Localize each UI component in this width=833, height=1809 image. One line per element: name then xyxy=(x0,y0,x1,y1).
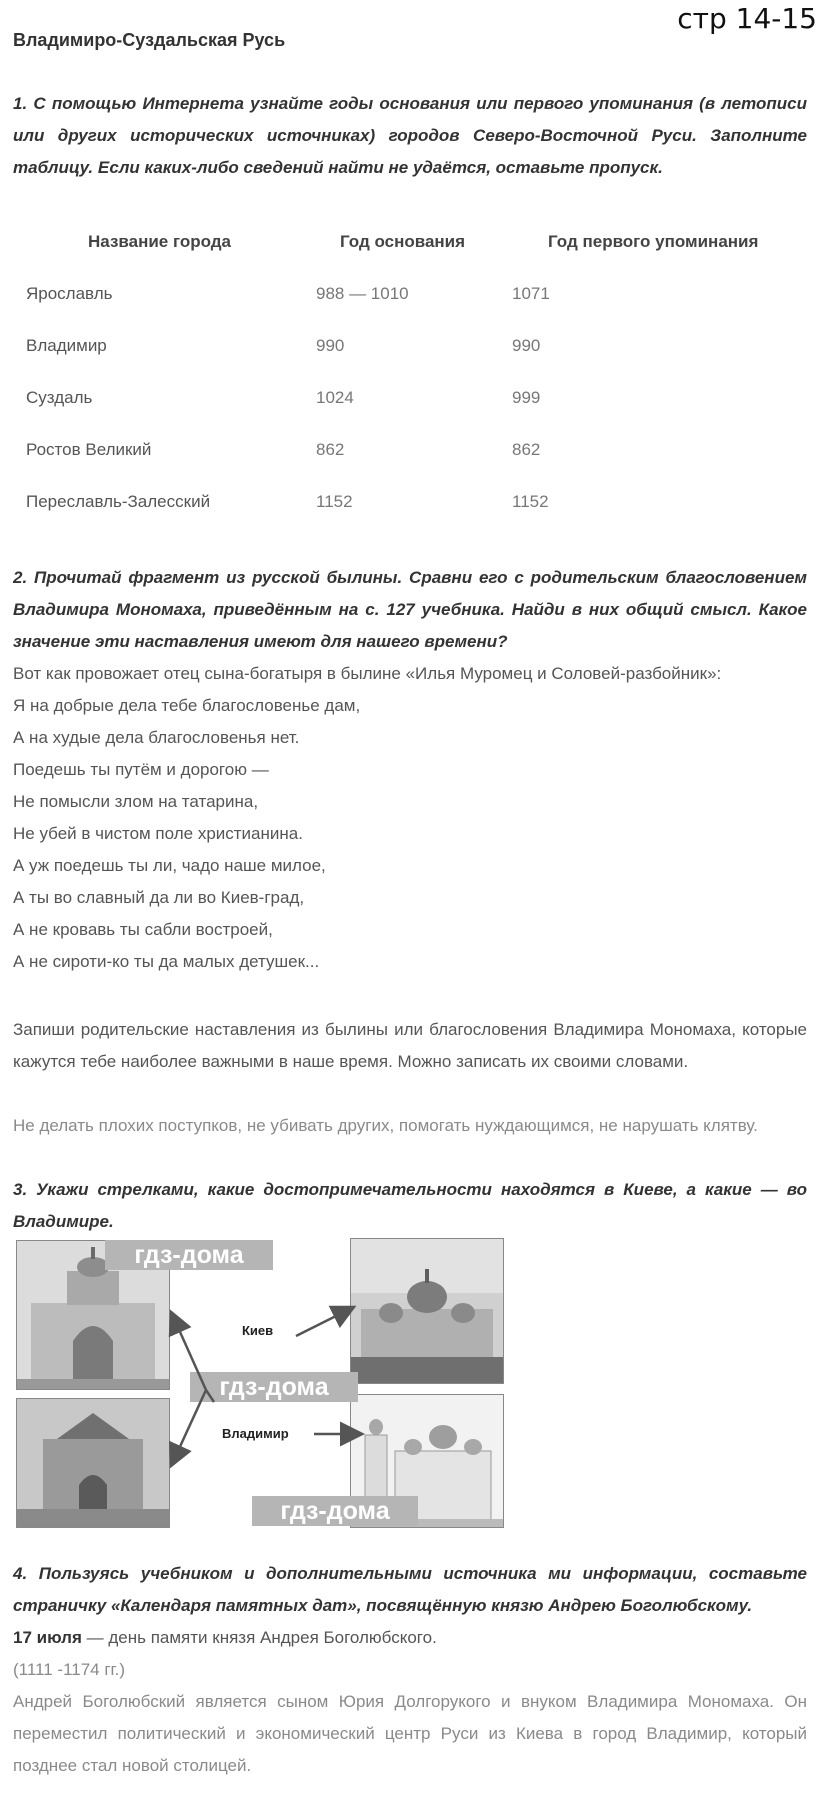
table-cell-first-mention: 1071 xyxy=(512,284,550,303)
watermark: гдз-дома xyxy=(105,1240,273,1270)
table-cell-first-mention: 990 xyxy=(512,336,541,355)
table-cell-first-mention: 1152 xyxy=(512,492,549,511)
table-cell-first-mention: 862 xyxy=(512,440,541,459)
life-years: (1111 -1174 гг.) xyxy=(13,1660,126,1679)
bylina-intro: Вот как провожает отец сына-богатыря в былине «Илья Муромец и Соловей-разбойник»: xyxy=(13,664,722,683)
task1-question: 1. С помощью Интернета узнайте годы основания или первого упоминания (в летописи или других исторических источниках) городов Северо-Восточной Руси. Заполните таблицу. Если каких-либо сведений найти не удаётся, оставьте пропуск. xyxy=(13,94,807,177)
label-kiev: Киев xyxy=(242,1323,274,1338)
task4-question: 4. Пользуясь учебником и дополнительными источника ми информации, составьте страничку «Календаря памятных дат», посвящённую князю Андрею Боголюбскому. xyxy=(13,1564,807,1615)
table-cell-founded: 1024 xyxy=(316,388,354,407)
memorial-date-day: 17 июля xyxy=(13,1628,82,1647)
table-cell-first-mention: 999 xyxy=(512,388,541,407)
task3-question: 3. Укажи стрелками, какие достопримечательности находятся в Киеве, а какие — во Владимире. xyxy=(13,1180,807,1231)
page-number: стр 14-15 xyxy=(677,2,817,35)
poem-line: А на худые дела благословенья нет. xyxy=(13,728,300,747)
table-header-city: Название города xyxy=(88,232,231,251)
poem-line: А не сироти-ко ты да малых детушек... xyxy=(13,952,320,971)
memorial-date-text: — день памяти князя Андрея Боголюбского. xyxy=(81,1628,437,1647)
table-header-first-mention: Год первого упоминания xyxy=(548,232,759,251)
table-cell-city: Владимир xyxy=(26,336,107,355)
watermark: гдз-дома xyxy=(190,1372,358,1402)
task2-question: 2. Прочитай фрагмент из русской былины. Сравни его с родительским благословением Владимира Мономаха, приведённым на с. 127 учебника. Найди в них общий смысл. Какое значение эти наставления имеют для нашего времени? xyxy=(13,568,807,651)
table-cell-city: Суздаль xyxy=(26,388,93,407)
table-cell-founded: 988 — 1010 xyxy=(316,284,409,303)
watermark: гдз-дома xyxy=(252,1496,418,1526)
table-cell-founded: 990 xyxy=(316,336,345,355)
poem xyxy=(13,690,807,978)
table-cell-city: Переславль-Залесский xyxy=(26,492,211,511)
page-title: Владимиро-Суздальская Русь xyxy=(13,30,286,50)
label-vladimir: Владимир xyxy=(222,1426,289,1441)
poem-line: А не кровавь ты сабли востроей, xyxy=(13,920,273,939)
poem-line: Поедешь ты путём и дорогою — xyxy=(13,760,269,779)
memorial-date xyxy=(13,1622,807,1654)
table-cell-founded: 862 xyxy=(316,440,345,459)
arrows xyxy=(0,1230,520,1540)
bio: Андрей Боголюбский является сыном Юрия Долгорукого и внуком Владимира Мономаха. Он переместил политический и экономический центр Руси из Киева в город Владимир, который позднее стал новой столицей. xyxy=(13,1692,807,1775)
poem-line: А уж поедешь ты ли, чадо наше милое, xyxy=(13,856,326,875)
table-cell-city: Ростов Великий xyxy=(26,440,152,459)
poem-line: Не помысли злом на татарина, xyxy=(13,792,259,811)
poem-line: Я на добрые дела тебе благословенье дам, xyxy=(13,696,361,715)
table-header-founded: Год основания xyxy=(340,232,466,251)
task2-instruction: Запиши родительские наставления из былины или благословения Владимира Мономаха, которые кажутся тебе наиболее важными в наше время. Можно записать их своими словами. xyxy=(13,1020,807,1071)
poem-line: Не убей в чистом поле христианина. xyxy=(13,824,303,843)
table-cell-founded: 1152 xyxy=(316,492,353,511)
poem-line: А ты во славный да ли во Киев-град, xyxy=(13,888,305,907)
task2-answer: Не делать плохих поступков, не убивать других, помогать нуждающимся, не нарушать клятву. xyxy=(13,1116,758,1135)
table-cell-city: Ярославль xyxy=(26,284,113,303)
